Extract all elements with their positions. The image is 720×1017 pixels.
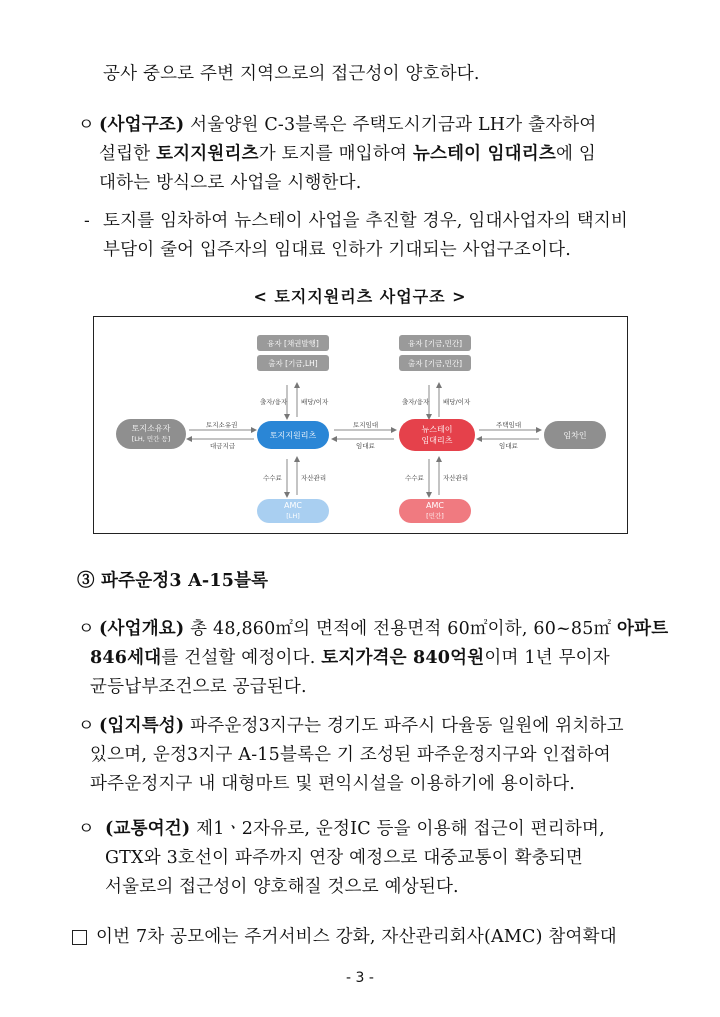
paragraph-line: 서울로의 접근성이 양호해질 것으로 예상된다.	[105, 877, 459, 897]
arrow-label: 주택임대	[496, 421, 522, 429]
section-title: ③ 파주운정3 A-15블록	[77, 571, 269, 591]
land-owner-sublabel: [LH, 민간 등]	[131, 435, 171, 443]
bold-term: 아파트	[617, 619, 669, 639]
arrow-label: 임대료	[356, 442, 375, 450]
section-label: (교통여건)	[105, 819, 191, 839]
paragraph-line	[90, 646, 610, 670]
bullet-marker: ㅇ	[78, 115, 95, 135]
bold-term: 토지지원리츠	[156, 144, 259, 164]
text-span: 설립한	[99, 144, 157, 164]
section-label: (입지특성)	[99, 716, 185, 736]
arrow-label: 자산관리	[301, 474, 327, 482]
arrow-label: 대금지급	[210, 442, 236, 450]
text-span: 총 48,860㎡의 면적에 전용면적 60㎡이하, 60~85㎡	[184, 619, 618, 639]
paragraph-line: 토지를 임차하여 뉴스테이 사업을 추진할 경우, 임대사업자의 택지비	[103, 211, 629, 231]
arrow-label: 출자/융자	[402, 398, 430, 406]
fund-equity-box: 출자 [기금,민간]	[399, 355, 471, 371]
paragraph-line: 공사 중으로 주변 지역으로의 접근성이 양호하다.	[103, 64, 480, 84]
paragraph-line	[105, 817, 605, 841]
dash-marker: -	[84, 211, 90, 231]
text-span: 제1ㆍ2자유로, 운정IC 등을 이용해 접근이 편리하며,	[190, 819, 605, 839]
bullet-marker: ㅇ	[78, 819, 95, 839]
amc-sublabel: [LH]	[286, 512, 300, 520]
arrow-label: 배당/이자	[301, 398, 329, 406]
paragraph-line: 대하는 방식으로 사업을 시행한다.	[99, 173, 362, 193]
arrow-label: 자산관리	[443, 474, 469, 482]
paragraph-line: 균등납부조건으로 공급된다.	[90, 677, 307, 697]
arrow-label: 임대료	[499, 442, 518, 450]
paragraph-line	[99, 113, 597, 137]
paragraph-line	[99, 617, 668, 641]
amc-lh-node	[257, 499, 329, 523]
paragraph-line	[99, 142, 596, 166]
land-owner-node	[116, 419, 186, 449]
amc-label: AMC	[426, 501, 444, 510]
figure-caption: < 토지지원리츠 사업구조 >	[253, 287, 467, 306]
section-label: (사업구조)	[99, 115, 185, 135]
newstay-label: 뉴스테이	[421, 425, 453, 434]
amc-sublabel: [민간]	[426, 512, 444, 520]
arrow-label: 토지소유권	[206, 421, 238, 429]
equity-box: 출자 [기금,LH]	[257, 355, 329, 371]
amc-label: AMC	[284, 501, 302, 510]
paragraph-line: GTX와 3호선이 파주까지 연장 예정으로 대중교통이 확충되면	[105, 848, 584, 868]
bond-loan-box: 융자 [채권발행]	[257, 335, 329, 351]
paragraph-line: 있으며, 운정3지구 A-15블록은 기 조성된 파주운정지구와 인접하여	[90, 745, 611, 765]
text-span: 파주운정3지구는 경기도 파주시 다율동 일원에 위치하고	[184, 716, 624, 736]
bold-term: 뉴스테이 임대리츠	[412, 144, 556, 164]
section-label: (사업개요)	[99, 619, 185, 639]
paragraph-line	[99, 714, 624, 738]
text-span: 에 임	[556, 144, 596, 164]
tenant-node: 임차인	[544, 421, 606, 449]
bullet-marker: ㅇ	[78, 619, 95, 639]
page-number: - 3 -	[346, 970, 374, 986]
bold-term: 846세대	[90, 648, 162, 668]
arrow-label: 토지임대	[353, 421, 379, 429]
arrow-label: 배당/이자	[443, 398, 471, 406]
arrow-label: 수수료	[263, 474, 282, 482]
text-span: 를 건설할 예정이다.	[161, 648, 322, 668]
bold-term: 토지가격은 840억원	[321, 648, 485, 668]
text-span: 가 토지를 매입하여	[258, 144, 413, 164]
amc-private-node	[399, 499, 471, 523]
checkbox-square	[72, 930, 87, 945]
paragraph-line: 부담이 줄어 입주자의 임대료 인하가 기대되는 사업구조이다.	[103, 240, 571, 260]
fund-loan-box: 융자 [기금,민간]	[399, 335, 471, 351]
newstay-sublabel: 임대리츠	[421, 436, 453, 445]
land-owner-label: 토지소유자	[131, 424, 171, 433]
arrow-label: 수수료	[405, 474, 424, 482]
structure-diagram	[93, 316, 628, 534]
newstay-reit-node	[399, 419, 475, 451]
paragraph-line: 이번 7차 공모에는 주거서비스 강화, 자산관리회사(AMC) 참여확대	[96, 927, 617, 947]
land-reit-node: 토지지원리츠	[257, 421, 329, 449]
arrow-label: 출자/융자	[260, 398, 288, 406]
text-span: 서울양원 C-3블록은 주택도시기금과 LH가 출자하여	[184, 115, 597, 135]
paragraph-line: 파주운정지구 내 대형마트 및 편익시설을 이용하기에 용이하다.	[90, 774, 576, 794]
bullet-marker: ㅇ	[78, 716, 95, 736]
text-span: 이며 1년 무이자	[484, 648, 610, 668]
